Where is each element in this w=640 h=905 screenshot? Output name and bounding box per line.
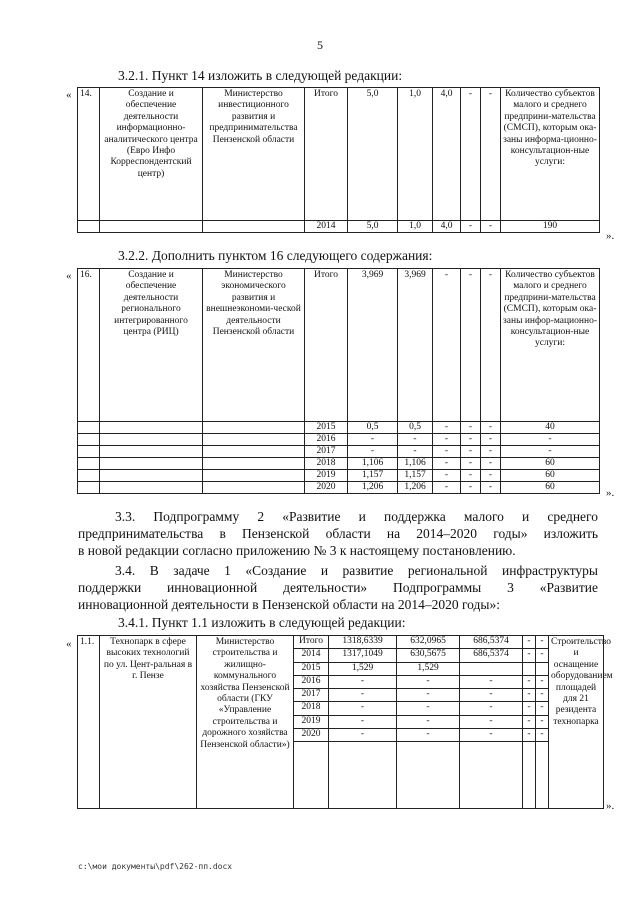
- value-cell: -: [481, 470, 501, 482]
- paragraph-line: инновационной деятельности в Пензенской области на 2014–2020 годы»:: [78, 597, 500, 612]
- value-cell: 0,5: [398, 422, 433, 434]
- page-number: 5: [317, 38, 323, 52]
- value-cell: -: [523, 702, 536, 715]
- value-cell: -: [461, 458, 481, 470]
- indicator-value: 60: [501, 470, 600, 482]
- table-item-16: [77, 268, 600, 494]
- value-cell: [536, 662, 549, 675]
- value-cell: -: [433, 482, 461, 494]
- value-cell: -: [536, 729, 549, 742]
- value-cell: 1,0: [398, 221, 433, 233]
- value-cell: -: [481, 422, 501, 434]
- value-cell: -: [398, 434, 433, 446]
- year-cell: 2019: [305, 470, 348, 482]
- value-cell: -: [460, 675, 523, 688]
- paragraph-line: поддержки инновационной деятельности» Подпрограммы 3 «Развитие: [78, 580, 598, 595]
- value-cell: -: [397, 689, 460, 702]
- value-cell: 3,969: [398, 269, 433, 422]
- value-cell: -: [536, 715, 549, 728]
- value-cell: -: [523, 636, 536, 649]
- value-cell: -: [523, 649, 536, 662]
- value-cell: 1,106: [398, 458, 433, 470]
- year-cell: Итого: [294, 636, 329, 649]
- value-cell: -: [481, 434, 501, 446]
- value-cell: -: [481, 88, 501, 221]
- item-indicator: Строительство и оснащение оборудованием площадей для 21 резидента технопарка: [549, 636, 604, 809]
- paragraph-3-3: [78, 508, 598, 559]
- value-cell: 630,5675: [397, 649, 460, 662]
- value-cell: -: [397, 675, 460, 688]
- value-cell: -: [329, 715, 397, 728]
- value-cell: -: [397, 702, 460, 715]
- value-cell: [460, 662, 523, 675]
- value-cell: -: [481, 269, 501, 422]
- value-cell: 632,0965: [397, 636, 460, 649]
- value-cell: 1,206: [348, 482, 398, 494]
- year-cell: 2017: [305, 446, 348, 458]
- item-ministry: Министерство инвестиционного развития и предпринимательства Пензенской области: [203, 88, 305, 221]
- item-number: 16.: [78, 269, 100, 422]
- item-name: Технопарк в сфере высоких технологий по ул. Цент-ральная в г. Пензе: [100, 636, 197, 809]
- value-cell: 686,5374: [460, 649, 523, 662]
- indicator-value: 60: [501, 458, 600, 470]
- close-quote: ».: [606, 800, 615, 812]
- value-cell: -: [461, 422, 481, 434]
- open-quote: «: [66, 89, 72, 101]
- value-cell: -: [536, 649, 549, 662]
- heading-3-2-2: 3.2.2. Дополнить пунктом 16 следующего содержания:: [118, 248, 433, 263]
- value-cell: 1,529: [397, 662, 460, 675]
- item-name: Создание и обеспечение деятельности информационно-аналитического центра (Евро Инфо Корреспондентский центр): [100, 88, 203, 221]
- table-item-1-1: [77, 635, 613, 809]
- value-cell: -: [523, 729, 536, 742]
- indicator-value: -: [501, 446, 600, 458]
- footer-file-path: c:\мои документы\pdf\262-пп.docx: [78, 862, 233, 871]
- indicator-value: 60: [501, 482, 600, 494]
- value-cell: -: [461, 434, 481, 446]
- close-quote: ».: [606, 230, 615, 242]
- item-indicator: Количество субъектов малого и среднего предприни-мательства (СМСП), которым ока-заны информа-ционно-консультацион-ные услуги:: [501, 88, 600, 221]
- indicator-value: -: [501, 434, 600, 446]
- value-cell: -: [348, 446, 398, 458]
- value-cell: -: [329, 675, 397, 688]
- value-cell: 1317,1049: [329, 649, 397, 662]
- heading-3-4-1: 3.4.1. Пункт 1.1 изложить в следующей редакции:: [118, 615, 406, 630]
- year-cell: 2020: [305, 482, 348, 494]
- value-cell: -: [460, 715, 523, 728]
- indicator-value: 40: [501, 422, 600, 434]
- value-cell: -: [523, 675, 536, 688]
- year-cell: 2016: [294, 675, 329, 688]
- paragraph-line: в новой редакции согласно приложению № 3 к настоящему постановлению.: [78, 543, 516, 558]
- year-cell: 2016: [305, 434, 348, 446]
- value-cell: -: [433, 446, 461, 458]
- value-cell: -: [348, 434, 398, 446]
- value-cell: -: [398, 446, 433, 458]
- value-cell: -: [397, 729, 460, 742]
- value-cell: 1,0: [398, 88, 433, 221]
- value-cell: -: [460, 702, 523, 715]
- value-cell: -: [433, 422, 461, 434]
- paragraph-3-4: [78, 562, 598, 613]
- indicator-value: 190: [501, 221, 600, 233]
- paragraph-line: предпринимательства в Пензенской области на 2014–2020 годы» изложить: [78, 526, 598, 541]
- value-cell: 1318,6339: [329, 636, 397, 649]
- value-cell: 5,0: [348, 88, 398, 221]
- year-cell: 2015: [305, 422, 348, 434]
- value-cell: 4,0: [433, 88, 461, 221]
- value-cell: 1,157: [348, 470, 398, 482]
- value-cell: -: [460, 689, 523, 702]
- value-cell: -: [329, 702, 397, 715]
- value-cell: [523, 662, 536, 675]
- value-cell: -: [461, 482, 481, 494]
- year-cell: 2014: [294, 649, 329, 662]
- value-cell: -: [329, 729, 397, 742]
- year-cell: 2018: [294, 702, 329, 715]
- item-indicator: Количество субъектов малого и среднего предприни-мательства (СМСП), которым ока-заны инфор-мационно-консультацион-ные услуги:: [501, 269, 600, 422]
- value-cell: -: [397, 715, 460, 728]
- value-cell: -: [433, 269, 461, 422]
- value-cell: -: [461, 446, 481, 458]
- value-cell: 4,0: [433, 221, 461, 233]
- value-cell: -: [461, 221, 481, 233]
- year-cell: 2018: [305, 458, 348, 470]
- value-cell: -: [460, 729, 523, 742]
- value-cell: 686,5374: [460, 636, 523, 649]
- value-cell: -: [536, 636, 549, 649]
- year-cell: Итого: [305, 269, 348, 422]
- year-cell: 2017: [294, 689, 329, 702]
- value-cell: -: [461, 269, 481, 422]
- value-cell: -: [536, 702, 549, 715]
- value-cell: -: [481, 458, 501, 470]
- year-cell: 2019: [294, 715, 329, 728]
- value-cell: -: [536, 675, 549, 688]
- item-number: 1.1.: [78, 636, 100, 809]
- value-cell: -: [433, 458, 461, 470]
- value-cell: -: [329, 689, 397, 702]
- value-cell: -: [461, 88, 481, 221]
- value-cell: 1,157: [398, 470, 433, 482]
- value-cell: -: [523, 689, 536, 702]
- close-quote: ».: [606, 487, 615, 499]
- item-ministry: Министерство экономического развития и внешнеэкономи-ческой деятельности Пензенской области: [203, 269, 305, 422]
- item-number: 14.: [78, 88, 100, 221]
- item-name: Создание и обеспечение деятельности регионального интегрированного центра (РИЦ): [100, 269, 203, 422]
- value-cell: -: [523, 715, 536, 728]
- value-cell: -: [481, 221, 501, 233]
- paragraph-line: 3.3. Подпрограмму 2 «Развитие и поддержка малого и среднего: [115, 509, 598, 524]
- year-cell: 2020: [294, 729, 329, 742]
- value-cell: 1,529: [329, 662, 397, 675]
- value-cell: -: [461, 470, 481, 482]
- heading-3-2-1: 3.2.1. Пункт 14 изложить в следующей редакции:: [118, 68, 403, 83]
- value-cell: -: [433, 434, 461, 446]
- value-cell: 3,969: [348, 269, 398, 422]
- value-cell: 5,0: [348, 221, 398, 233]
- value-cell: -: [481, 446, 501, 458]
- value-cell: 1,206: [398, 482, 433, 494]
- value-cell: 0,5: [348, 422, 398, 434]
- open-quote: «: [66, 270, 72, 282]
- table-item-14: [77, 87, 600, 233]
- value-cell: 1,106: [348, 458, 398, 470]
- year-cell: Итого: [305, 88, 348, 221]
- value-cell: -: [481, 482, 501, 494]
- item-ministry: Министерство строительства и жилищно-коммунального хозяйства Пензенской области (ГКУ «Управление строительства и дорожного хозяйства Пензенской области»): [197, 636, 294, 809]
- open-quote: «: [66, 638, 72, 650]
- paragraph-line: 3.4. В задаче 1 «Создание и развитие региональной инфраструктуры: [115, 563, 598, 578]
- year-cell: 2014: [305, 221, 348, 233]
- year-cell: 2015: [294, 662, 329, 675]
- value-cell: -: [536, 689, 549, 702]
- value-cell: -: [433, 470, 461, 482]
